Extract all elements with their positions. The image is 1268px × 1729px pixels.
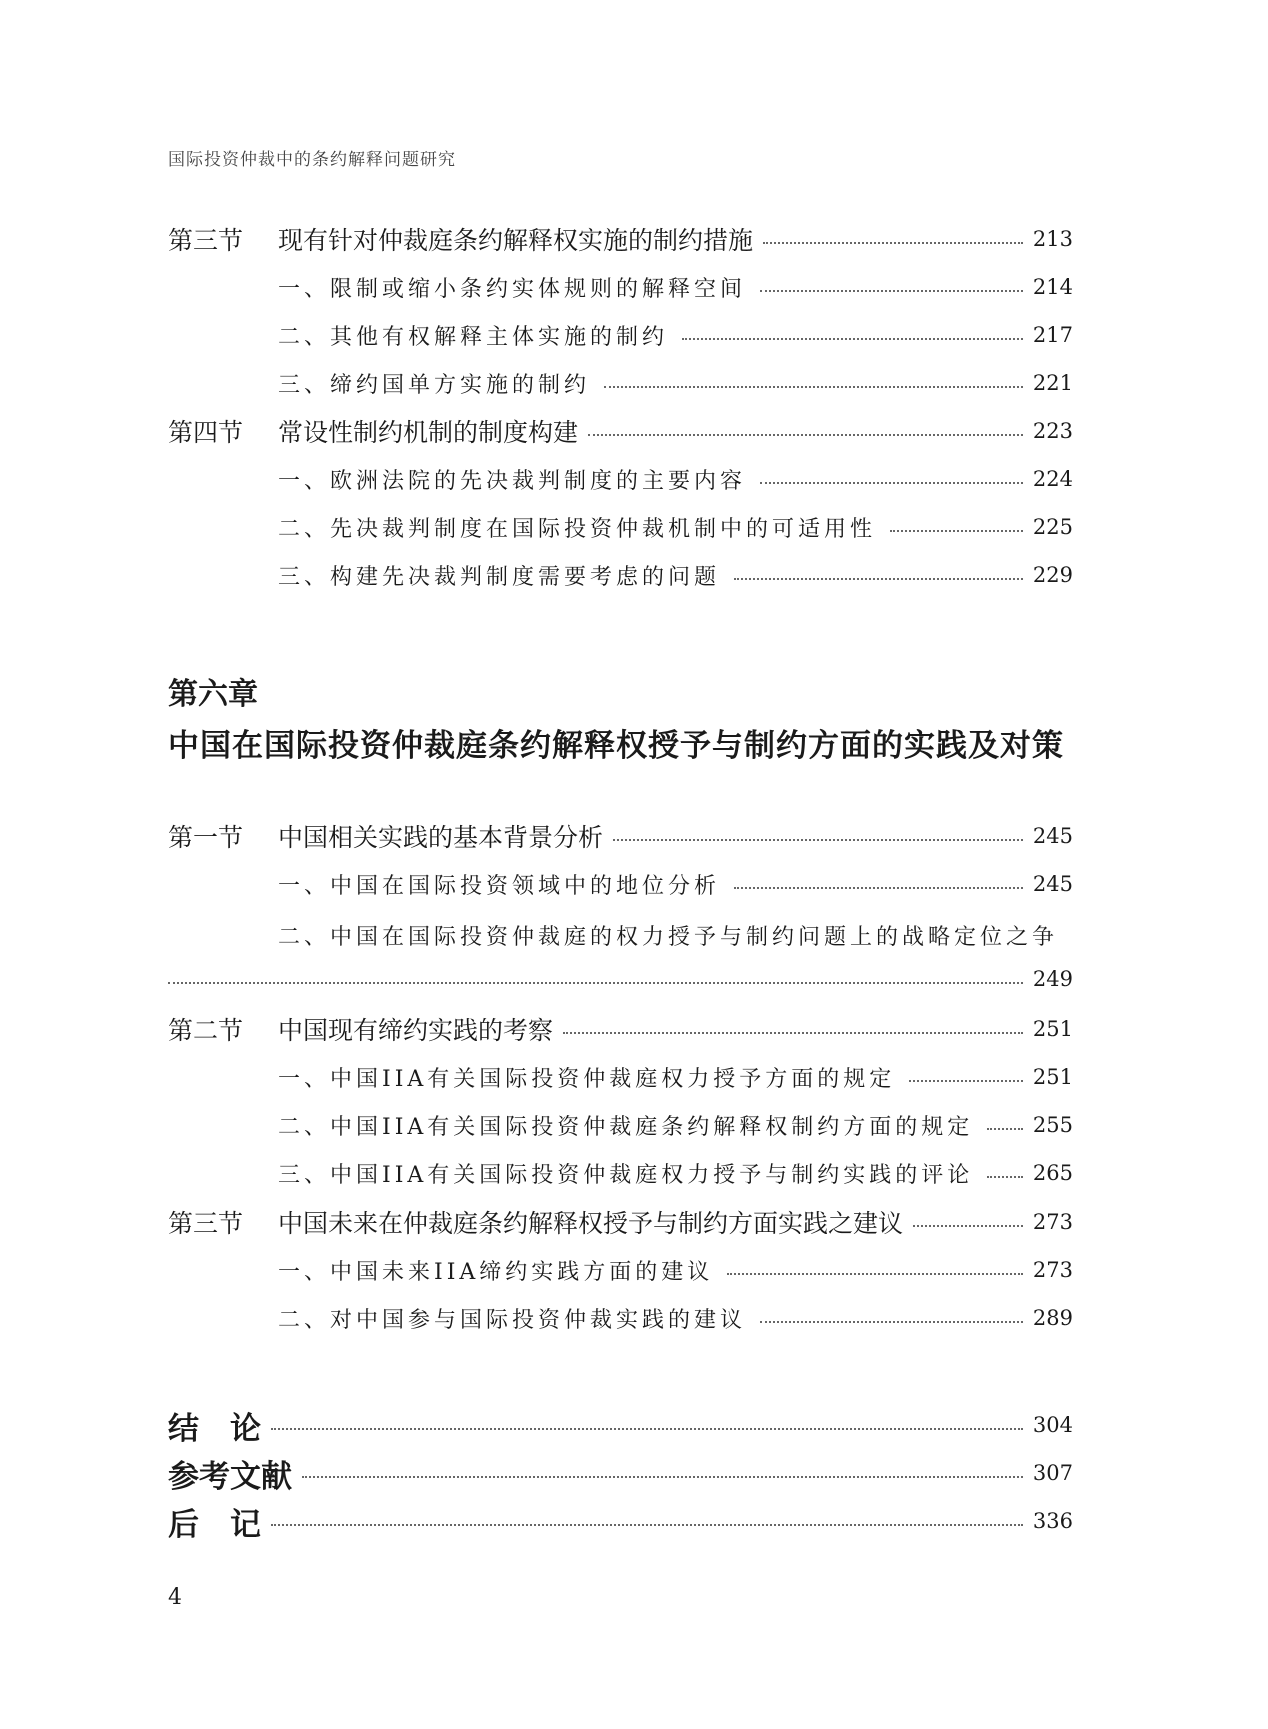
entry-title: 一、限制或缩小条约实体规则的解释空间 bbox=[278, 276, 747, 302]
toc-entry-conclusion[interactable] bbox=[168, 1404, 1073, 1446]
page-number: 224 bbox=[1032, 467, 1073, 491]
page-number: 273 bbox=[1032, 1258, 1073, 1282]
toc-entry[interactable] bbox=[168, 366, 1073, 400]
section-number: 第一节 bbox=[168, 823, 244, 852]
page-number: 213 bbox=[1032, 227, 1073, 251]
page-number: 251 bbox=[1032, 1017, 1073, 1041]
dot-leader bbox=[987, 1128, 1023, 1130]
entry-title: 中国相关实践的基本背景分析 bbox=[278, 823, 604, 852]
dot-leader bbox=[763, 242, 1023, 244]
toc-entry[interactable] bbox=[168, 222, 1073, 256]
entry-title[interactable]: 二、中国在国际投资仲裁庭的权力授予与制约问题上的战略定位之争 bbox=[278, 925, 1059, 950]
toc-entry[interactable] bbox=[168, 1205, 1073, 1239]
page-number: 304 bbox=[1032, 1413, 1073, 1437]
dot-leader bbox=[168, 982, 1023, 984]
page-number: 214 bbox=[1032, 275, 1073, 299]
folio-page-number: 4 bbox=[168, 1585, 182, 1610]
dot-leader bbox=[604, 386, 1023, 388]
toc-entry[interactable] bbox=[168, 819, 1073, 853]
toc-entry[interactable] bbox=[168, 1301, 1073, 1335]
page-number: 273 bbox=[1032, 1210, 1073, 1234]
entry-title: 后 记 bbox=[168, 1506, 261, 1543]
section-number: 第三节 bbox=[168, 1209, 244, 1238]
toc-entry[interactable] bbox=[168, 270, 1073, 304]
entry-title: 三、构建先决裁判制度需要考虑的问题 bbox=[278, 564, 721, 590]
entry-title: 三、中国IIA有关国际投资仲裁庭权力授予与制约实践的评论 bbox=[278, 1162, 974, 1188]
toc-entry[interactable] bbox=[168, 414, 1073, 448]
page-number: 245 bbox=[1032, 824, 1073, 848]
entry-title: 中国现有缔约实践的考察 bbox=[278, 1016, 554, 1045]
entry-title: 一、欧洲法院的先决裁判制度的主要内容 bbox=[278, 468, 747, 494]
dot-leader bbox=[734, 578, 1023, 580]
dot-leader bbox=[760, 1321, 1023, 1323]
page-number: 249 bbox=[1032, 967, 1073, 991]
page-number: 255 bbox=[1032, 1113, 1073, 1137]
entry-title: 参考文献 bbox=[168, 1458, 292, 1495]
page-number: 336 bbox=[1032, 1509, 1073, 1533]
toc-entry[interactable] bbox=[168, 510, 1073, 544]
dot-leader bbox=[302, 1476, 1023, 1478]
toc-entry[interactable] bbox=[168, 462, 1073, 496]
section-number: 第三节 bbox=[168, 226, 244, 255]
entry-title: 二、中国IIA有关国际投资仲裁庭条约解释权制约方面的规定 bbox=[278, 1114, 974, 1140]
dot-leader bbox=[727, 1273, 1023, 1275]
entry-title: 一、中国未来IIA缔约实践方面的建议 bbox=[278, 1259, 714, 1285]
page-number: 251 bbox=[1032, 1065, 1073, 1089]
page-number: 217 bbox=[1032, 323, 1073, 347]
toc-entry[interactable] bbox=[168, 318, 1073, 352]
entry-title: 现有针对仲裁庭条约解释权实施的制约措施 bbox=[278, 226, 754, 255]
toc-entry[interactable] bbox=[168, 558, 1073, 592]
dot-leader bbox=[734, 887, 1023, 889]
dot-leader bbox=[588, 434, 1023, 436]
dot-leader bbox=[760, 290, 1023, 292]
running-header: 国际投资仲裁中的条约解释问题研究 bbox=[168, 150, 456, 170]
toc-entry[interactable] bbox=[168, 1108, 1073, 1142]
dot-leader bbox=[760, 482, 1023, 484]
entry-title: 二、先决裁判制度在国际投资仲裁机制中的可适用性 bbox=[278, 516, 877, 542]
page-number: 289 bbox=[1032, 1306, 1073, 1330]
toc-entry-references[interactable] bbox=[168, 1452, 1073, 1494]
dot-leader bbox=[890, 530, 1023, 532]
dot-leader bbox=[271, 1428, 1023, 1430]
entry-title: 常设性制约机制的制度构建 bbox=[278, 418, 579, 447]
entry-title: 二、其他有权解释主体实施的制约 bbox=[278, 324, 669, 350]
page-number: 307 bbox=[1032, 1461, 1073, 1485]
page-number: 245 bbox=[1032, 872, 1073, 896]
dot-leader bbox=[987, 1176, 1023, 1178]
entry-title: 结 论 bbox=[168, 1410, 261, 1447]
page-number: 223 bbox=[1032, 419, 1073, 443]
toc-entry[interactable] bbox=[168, 1156, 1073, 1190]
entry-title: 中国未来在仲裁庭条约解释权授予与制约方面实践之建议 bbox=[278, 1209, 904, 1238]
dot-leader bbox=[563, 1032, 1023, 1034]
entry-title: 二、对中国参与国际投资仲裁实践的建议 bbox=[278, 1307, 747, 1333]
section-number: 第二节 bbox=[168, 1016, 244, 1045]
page-number: 265 bbox=[1032, 1161, 1073, 1185]
toc-entry[interactable] bbox=[168, 1253, 1073, 1287]
dot-leader bbox=[913, 1225, 1023, 1227]
entry-title: 三、缔约国单方实施的制约 bbox=[278, 372, 591, 398]
toc-entry[interactable] bbox=[168, 1012, 1073, 1046]
chapter-number: 第六章 bbox=[168, 677, 258, 712]
entry-title: 一、中国IIA有关国际投资仲裁庭权力授予方面的规定 bbox=[278, 1066, 896, 1092]
toc-entry-afterword[interactable] bbox=[168, 1500, 1073, 1542]
toc-entry-continuation bbox=[168, 962, 1073, 996]
section-number: 第四节 bbox=[168, 418, 244, 447]
chapter-title: 中国在国际投资仲裁庭条约解释权授予与制约方面的实践及对策 bbox=[168, 728, 1064, 764]
toc-entry[interactable] bbox=[168, 867, 1073, 901]
dot-leader bbox=[613, 839, 1023, 841]
dot-leader bbox=[271, 1524, 1023, 1526]
page-number: 221 bbox=[1032, 371, 1073, 395]
entry-title: 一、中国在国际投资领域中的地位分析 bbox=[278, 873, 721, 899]
page-number: 225 bbox=[1032, 515, 1073, 539]
toc-entry[interactable] bbox=[168, 1060, 1073, 1094]
dot-leader bbox=[909, 1080, 1023, 1082]
page-number: 229 bbox=[1032, 563, 1073, 587]
dot-leader bbox=[682, 338, 1023, 340]
